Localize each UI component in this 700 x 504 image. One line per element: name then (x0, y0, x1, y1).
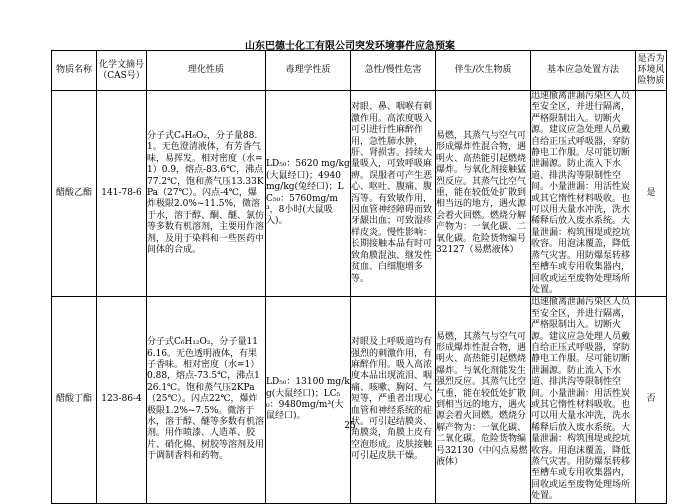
cell-cas: 141-78-6 (97, 91, 147, 297)
header-risk: 是否为环境风险物质 (636, 51, 667, 91)
header-physchem: 理化性质 (147, 51, 266, 91)
cell-physchem: 分子式C₆H₁₂O₂，分子量116.16。无色透明液体，有果子香味。相对密度（水=1）0.88，熔点-73.5℃，沸点126.1℃。饱和蒸气压2KPa（25℃）。闪点22℃，爆炸极限1.2%~7.5%。微溶于水，溶于醇、醚等多数有机溶剂。用作喷漆、人造革、胶片、硝化棉、树胶等溶剂及用于调制香料和药物。 (147, 297, 266, 503)
header-hazard: 急性/慢性危害 (351, 51, 436, 91)
header-name: 物质名称 (52, 51, 97, 91)
cell-response: 迅速撤离泄漏污染区人员至安全区，并进行隔离，严格限制出入。切断火源。建议应急处理人员戴自给正压式呼吸器，穿防静电工作服。尽可能切断泄漏源。防止流入下水道、排洪沟等限制性空间。小量泄漏：用活性炭或其它惰性材料吸收。也可以用大量水冲洗，洗水稀释后放入废水系统。大量泄漏：构筑围堤或挖坑收容。用泡沫覆盖，降低蒸气灾害。用防爆泵转移至槽车或专用收集器内，回收或运至废物处理场所处置。 (531, 91, 636, 297)
table-row (52, 91, 667, 297)
cell-byproduct: 易燃，其蒸气与空气可形成爆炸性混合物，遇明火、高热能引起燃烧爆炸。与氧化剂接触猛烈反应。其蒸气比空气重，能在较低处扩散到相当远的地方，遇火源会着火回燃。燃烧分解产物为：一氧化碳、二氧化碳。危险货物编号32127（易燃液体） (436, 91, 531, 297)
header-response: 基本应急处置方法 (531, 51, 636, 91)
page-number: 25 (344, 421, 356, 431)
header-toxicity: 毒理学性质 (266, 51, 351, 91)
page-title: 山东巴德士化工有限公司突发环境事件应急预案 (245, 41, 455, 52)
header-byproduct: 伴生/次生物质 (436, 51, 531, 91)
cell-byproduct: 易燃，其蒸气与空气可形成爆炸性混合物，遇明火、高热能引起燃烧爆炸。与氧化剂能发生强烈反应。其蒸气比空气重，能在较低处扩散到相当远的地方，遇火源会着火回燃。燃烧分解产物为：一氧化碳、二氧化碳。危险货物编号32130（中闪点易燃液体） (436, 297, 531, 503)
header-cas: 化学文摘号（CAS号） (97, 51, 147, 91)
hazard-table (51, 50, 667, 504)
cell-hazard: 对眼及上呼吸道均有强烈的刺激作用，有麻醉作用。吸入高浓度本品出现流泪、咽痛、咳嗽、胸闷、气短等，严重者出现心血管和神经系统的症状。可引起结膜炎、角膜炎，角膜上皮有空泡形成。皮肤接触可引起皮肤干燥。 (351, 297, 436, 503)
cell-name: 醋酸乙酯 (52, 91, 97, 297)
cell-toxicity: LD₅₀：5620 mg/kg(大鼠经口)；4940 mg/kg(兔经口)；LC₅₀：5760mg/m³，8小时(大鼠吸入)。 (266, 91, 351, 297)
cell-cas: 123-86-4 (97, 297, 147, 503)
cell-toxicity: LD₅₀：13100 mg/kg(大鼠经口)；LC₅₀：9480mg/m³(大鼠经口)。 (266, 297, 351, 503)
cell-name: 醋酸丁酯 (52, 297, 97, 503)
cell-hazard: 对眼、鼻、咽喉有刺激作用。高浓度吸入可引进行性麻醉作用，急性肺水肿，肝、肾损害。持续大量吸入，可致呼吸麻痹。误服者可产生恶心、呕吐、腹痛、腹泻等。有致敏作用，因血管神经障碍而致牙龈出血；可致湿疹样皮炎。慢性影响：长期接触本品有时可致角膜混浊、继发性贫血、白细胞增多等。 (351, 91, 436, 297)
cell-risk: 否 (636, 297, 667, 503)
cell-risk: 是 (636, 91, 667, 297)
cell-physchem: 分子式C₄H₈O₂，分子量88.1。无色澄清液体，有芳香气味，易挥发。相对密度（水=1）0.9，熔点-83.6℃，沸点77.2℃，饱和蒸气压13.33KPa（27℃）。闪点-4℃，爆炸极限2.0%~11.5%，微溶于水，溶于醇、酮、醚、氯仿等多数有机溶剂，主要用作溶剂，及用于染料和一些医药中间体的合成。 (147, 91, 266, 297)
table-row (52, 297, 667, 503)
cell-response: 迅速撤离泄漏污染区人员至安全区，并进行隔离，严格限制出入。切断火源。建议应急处理人员戴自给正压式呼吸器，穿防静电工作服。尽可能切断泄漏源。防止流入下水道、排洪沟等限制性空间。小量泄漏：用活性炭或其它惰性材料吸收。也可以用大量水冲洗，洗水稀释后放入废水系统。大量泄漏：构筑围堤或挖坑收容。用泡沫覆盖，降低蒸气灾害。用防爆泵转移至槽车或专用收集器内，回收或运至废物处理场所处置。 (531, 297, 636, 503)
table-header-row (52, 51, 667, 91)
